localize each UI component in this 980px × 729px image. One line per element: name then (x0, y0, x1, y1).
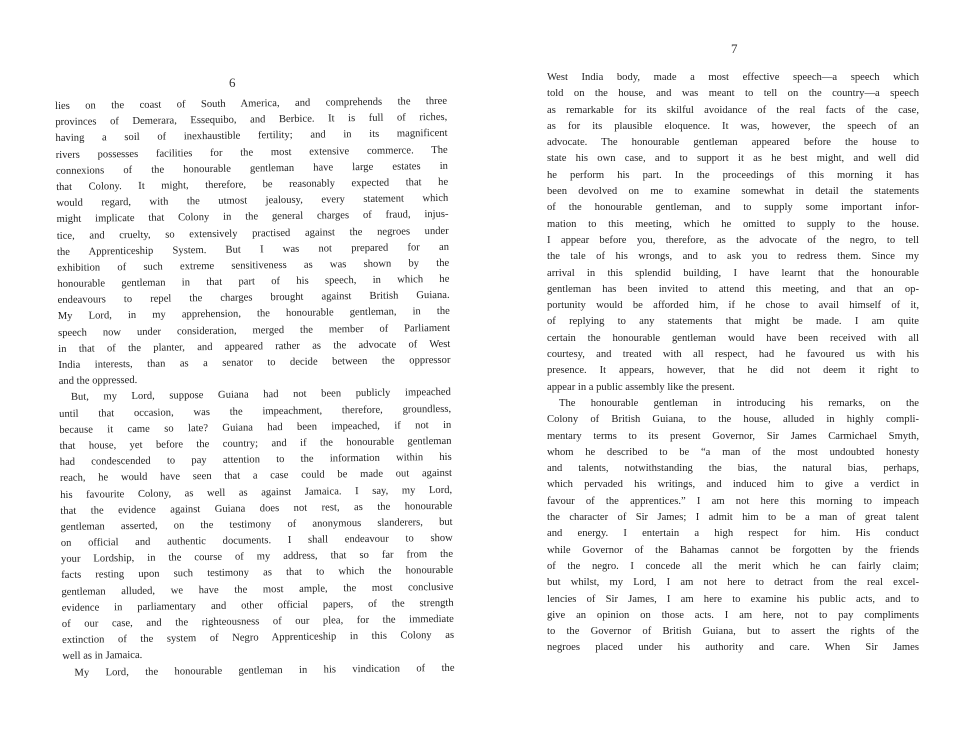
text-line: exhibition of such extreme sensitiveness as was shown by the (57, 257, 450, 274)
text-line: favour of the apprentices.” I am not here this morning to impeach (547, 495, 919, 507)
text-line: gentleman has been invited to attend this meeting, and that an op- (547, 283, 919, 295)
text-line: connexions of the honourable gentleman have large estates in (55, 160, 448, 177)
left-page-text (55, 94, 455, 682)
text-line: would regard, with the utmost jealousy, every statement which (56, 192, 449, 210)
text-line: been devolved on me to examine somewhat in detail the statements (547, 186, 919, 198)
right-page-text (547, 70, 919, 657)
text-line: My Lord, the honourable gentleman in his vindication of the (74, 662, 455, 679)
text-line: appear in a public assembly like the present. (547, 381, 735, 393)
text-line: in that of the planter, and appeared rather as the advocate of West (58, 338, 451, 355)
text-line: as remarkable for its skilful avoidance of the real facts of the case, (547, 104, 919, 116)
text-line: while Governor of the Bahamas cannot be forgotten by the friends (547, 544, 919, 556)
text-line: lencies of Sir James, I am here to examine his public acts, and to (547, 593, 919, 605)
text-line: evidence in parliamentary and other official papers, of the strength (61, 597, 454, 614)
text-line: and talents, notwithstanding the bias, the natural bias, perhaps, (547, 463, 919, 475)
text-line: My Lord, in my apprehension, the honourable gentleman, in the (57, 306, 450, 323)
text-line: he perform his part. In the proceedings of this morning it has (547, 169, 919, 181)
text-line: on official and authentic documents. I shall endeavour to show (60, 532, 453, 550)
text-line: of replying to any statements that might be made. I am quite (547, 316, 919, 328)
text-line: having a soil of inexhaustible fertility; and in its magnificent (55, 128, 448, 145)
text-line: of our case, and the righteousness of our plea, for the immediate (61, 613, 454, 630)
text-line: to the Governor of British Guiana, but to assert the rights of the (547, 626, 919, 638)
text-line: that Colony. It might, therefore, be reasonably expected that he (56, 176, 449, 193)
text-line: because it came so late? Guiana had been impeached, if not in (59, 419, 452, 436)
text-line: told on the house, and was meant to tell on the country—a speech (547, 88, 919, 100)
text-line: of the honourable gentleman, and to supply some important infor- (547, 202, 919, 214)
text-line: as for its plausible eloquence. It was, however, the speech of an (547, 120, 919, 132)
text-line: certain the honourable gentleman would have been received with all (547, 332, 919, 344)
text-line: whom he described to be “a man of the most undoubted honesty (547, 446, 919, 458)
text-line: his favourite Colony, as well as against Jamaica. I say, my Lord, (60, 484, 453, 501)
text-line: extinction of the system of Negro Apprenticeship in this Colony as (62, 630, 455, 647)
text-line: had condescended to pay attention to the information within his (59, 451, 452, 469)
text-line: West India body, made a most effective speech—a speech which (547, 72, 919, 83)
text-line: gentleman asserted, on the testimony of anonymous slanderers, but (60, 516, 453, 533)
text-line: arrival in this splendid building, I have learnt that the honourable (547, 267, 919, 279)
text-line: the Apprenticeship System. But I was not prepared for an (56, 241, 450, 258)
text-line: tice, and cruelty, so extensively practised against the negroes under (56, 225, 449, 242)
text-line: rivers possesses facilities for the most extensive commerce. The (55, 144, 448, 161)
text-line: until that occasion, was the impeachment, therefore, groundless, (59, 403, 452, 420)
text-line: facts resting upon such testimony as that to which the honourable (61, 565, 454, 582)
text-line: portunity would be afforded him, if he chose to avail himself of it, (547, 300, 919, 312)
text-line: state his own case, and to support it as he best might, and well did (547, 153, 919, 165)
text-line: of the negro. I concede all the merit which he can fairly claim; (547, 560, 919, 572)
text-line: which pervaded his writings, and induced him to give a verdict in (547, 479, 919, 491)
text-line: provinces of Demerara, Essequibo, and Berbice. It is full of riches, (55, 112, 448, 129)
text-line: courtesy, and treated with all respect, had he favoured us with his (547, 349, 919, 361)
text-line: The honourable gentleman in introducing his remarks, on the (559, 397, 919, 409)
text-line: the character of Sir James; I admit him to be a man of great talent (547, 512, 919, 524)
text-line: reach, he would have seen that a case could be made out against (59, 468, 453, 485)
text-line: gentleman alluded, we have the most ample, the most conclusive (61, 581, 454, 598)
text-line: might implicate that Colony in the general charges of fraud, injus- (56, 209, 449, 226)
text-line: the tale of his wrongs, and to ask you to redress them. Since my (547, 251, 919, 263)
page-number-right: 7 (731, 41, 738, 56)
text-line: presence. It appears, however, that he did not deem it right to (547, 365, 919, 377)
text-line: and energy. I entertain a high respect for him. His conduct (547, 528, 919, 540)
text-line: lies on the coast of South America, and comprehends the three (55, 95, 448, 112)
text-line: honourable gentleman in that part of his speech, in which he (57, 273, 450, 291)
page-number-left: 6 (229, 75, 236, 90)
text-line: But, my Lord, suppose Guiana had not been publicly impeached (70, 387, 451, 404)
text-line: well as in Jamaica. (62, 650, 143, 663)
text-line: but whilst, my Lord, I am not here to detract from the real excel- (547, 577, 919, 589)
text-line: endeavours to repel the charges brought against British Guiana. (57, 290, 450, 307)
text-line: give an opinion on those acts. I am here, not to pay compliments (547, 609, 919, 621)
text-line: advocate. The honourable gentleman appeared before the house to (547, 137, 919, 149)
text-line: negroes placed under his authority and care. When Sir James (547, 642, 919, 654)
text-line: speech now under consideration, merged the member of Parliament (57, 322, 451, 339)
text-line: that the evidence against Guiana does not rest, as the honourable (60, 500, 453, 517)
text-line: mentary terms to its present Governor, Sir James Carmichael Smyth, (547, 430, 919, 442)
text-line: Colony of British Guiana, to the house, alluded in highly compli- (547, 414, 919, 426)
text-line: your Lordship, in the course of my address, that so far from the (60, 549, 454, 566)
text-line: India interests, than as a senator to decide between the oppressor (58, 354, 451, 371)
text-line: and the oppressed. (58, 375, 138, 388)
text-line: mation to this meeting, which he omitted to supply to the house. (547, 218, 919, 230)
text-line: that house, yet before the country; and if the honourable gentleman (59, 435, 452, 452)
text-line: I appear before you, therefore, as the advocate of the negro, to tell (547, 234, 919, 246)
